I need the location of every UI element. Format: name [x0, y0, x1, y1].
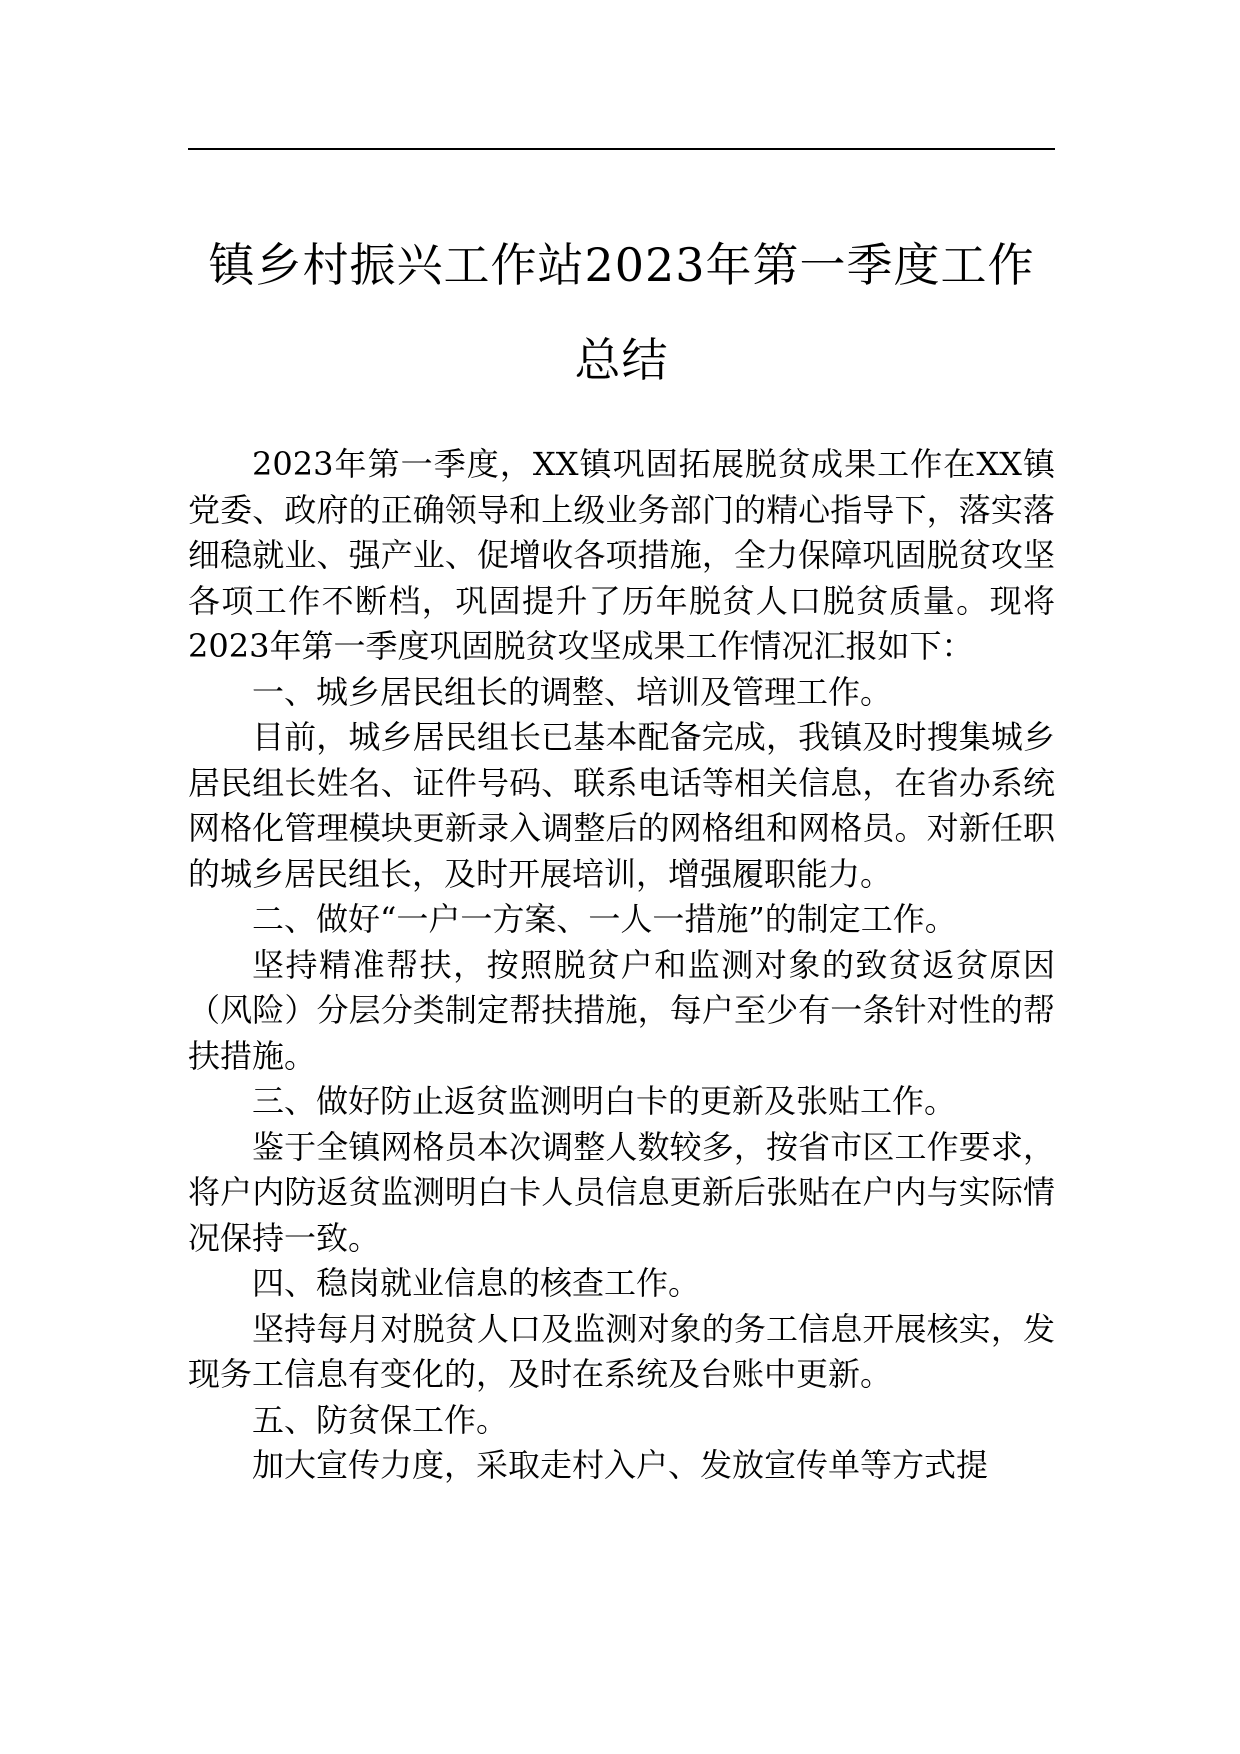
section-heading-3: 三、做好防止返贫监测明白卡的更新及张贴工作。	[252, 1082, 957, 1120]
section-heading-5: 五、防贫保工作。	[252, 1400, 509, 1439]
paragraph-section-4: 坚持每月对脱贫人口及监测对象的务工信息开展核实，发现务工信息有变化的，及时在系统及台账中更新。	[188, 1309, 1055, 1393]
section-heading-2: 二、做好“一户一方案、一人一措施”的制定工作。	[252, 900, 957, 938]
document-title: 镇乡村振兴工作站2023年第一季度工作总结	[208, 238, 1035, 387]
paragraph-section-1: 目前，城乡居民组长已基本配备完成，我镇及时搜集城乡居民组长姓名、证件号码、联系电话等相关信息，在省办系统网格化管理模块更新录入调整后的网格组和网格员。对新任职的城乡居民组长，及时开展培训，增强履职能力。	[188, 718, 1055, 893]
paragraph-section-3: 鉴于全镇网格员本次调整人数较多，按省市区工作要求，将户内防返贫监测明白卡人员信息更新后张贴在户内与实际情况保持一致。	[188, 1127, 1055, 1257]
paragraph-intro: 2023年第一季度，XX镇巩固拓展脱贫成果工作在XX镇党委、政府的正确领导和上级业务部门的精心指导下，落实落细稳就业、强产业、促增收各项措施，全力保障巩固脱贫攻坚各项工作不断档，巩固提升了历年脱贫人口脱贫质量。现将2023年第一季度巩固脱贫攻坚成果工作情况汇报如下：	[188, 445, 1055, 665]
paragraph-section-5: 加大宣传力度，采取走村入户、发放宣传单等方式提	[252, 1446, 989, 1484]
section-heading-1: 一、城乡居民组长的调整、培训及管理工作。	[252, 672, 893, 711]
header-rule	[188, 148, 1055, 150]
section-heading-4: 四、稳岗就业信息的核查工作。	[252, 1264, 701, 1302]
paragraph-section-2: 坚持精准帮扶，按照脱贫户和监测对象的致贫返贫原因（风险）分层分类制定帮扶措施，每户至少有一条针对性的帮扶措施。	[188, 945, 1055, 1075]
document-body	[188, 442, 1055, 1489]
